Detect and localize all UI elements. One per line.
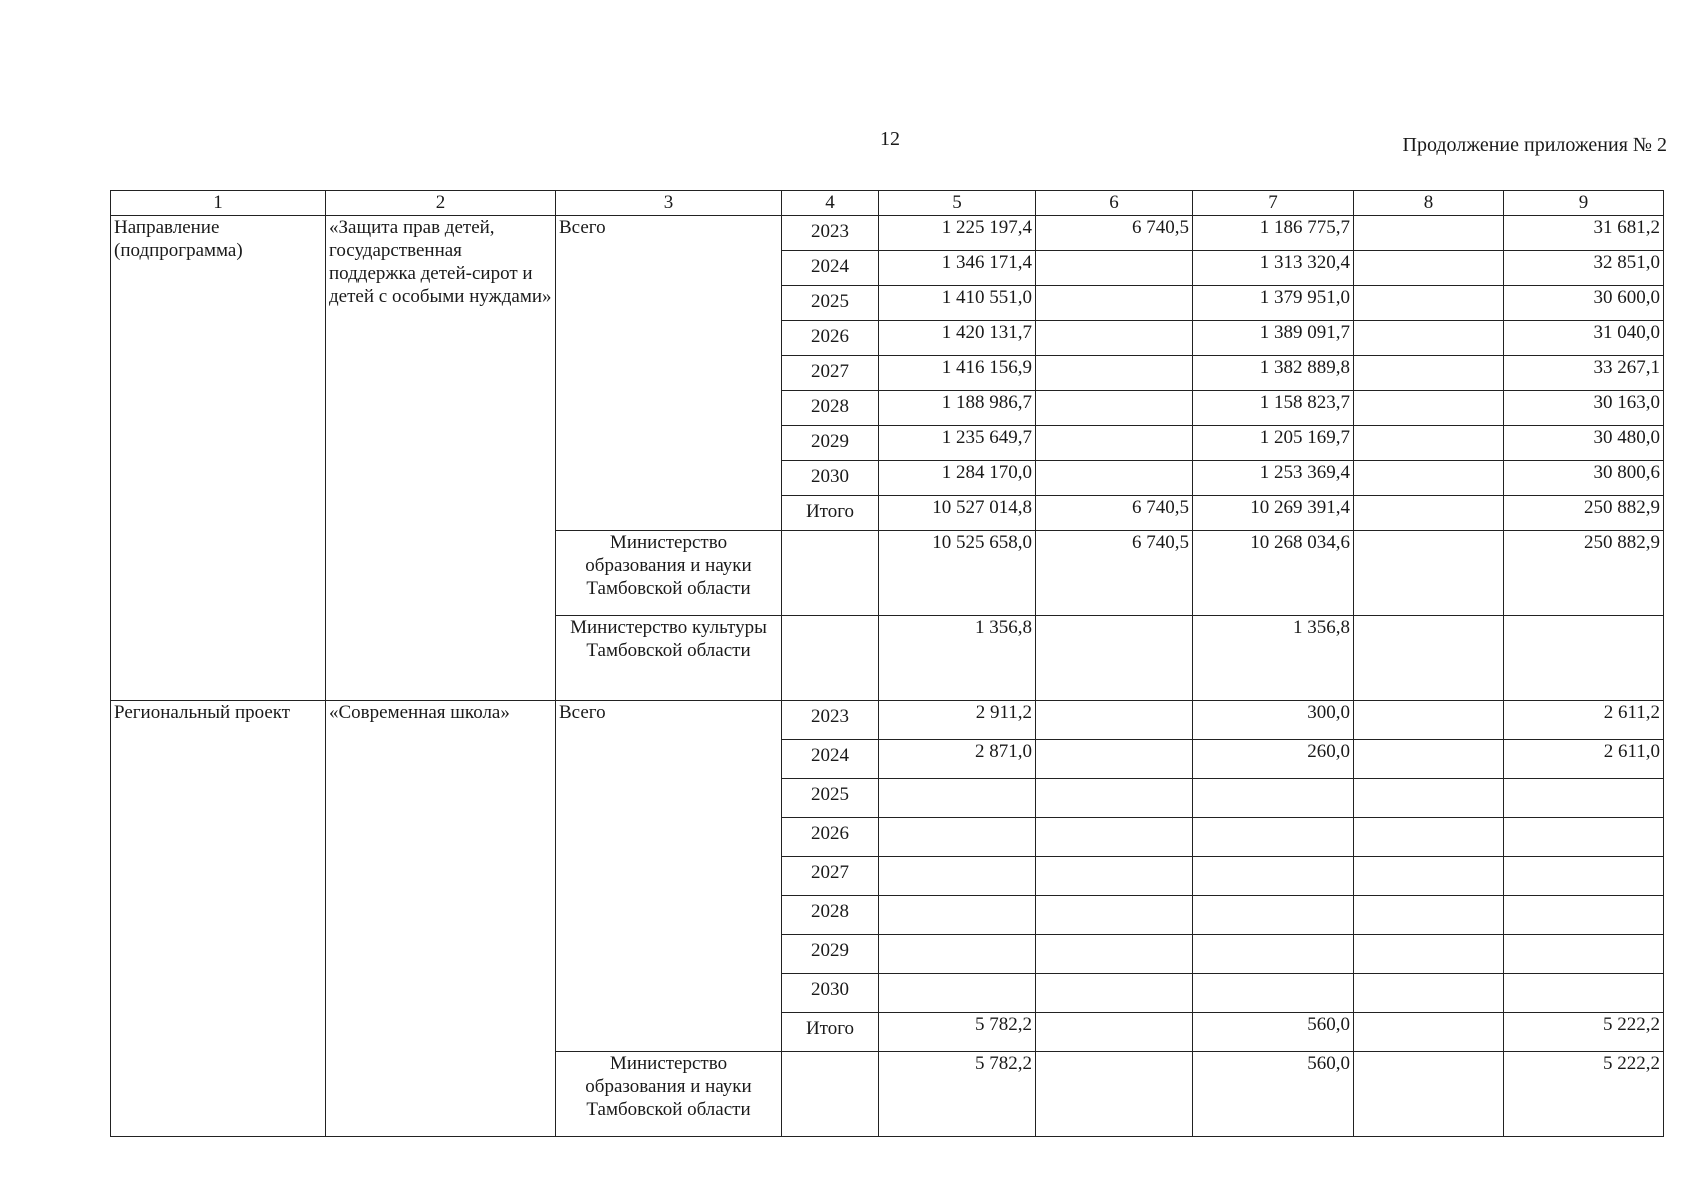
amount-cell-c8 — [1354, 251, 1504, 286]
amount-cell-c9: 31 681,2 — [1504, 216, 1664, 251]
amount-cell-c7: 1 186 775,7 — [1193, 216, 1354, 251]
amount-cell-c7 — [1193, 779, 1354, 818]
year-cell: Итого — [782, 1013, 879, 1052]
amount-cell-c7: 1 379 951,0 — [1193, 286, 1354, 321]
amount-cell-c8 — [1354, 896, 1504, 935]
amount-cell-c6 — [1036, 740, 1193, 779]
amount-cell-c5: 2 871,0 — [879, 740, 1036, 779]
amount-cell-c8 — [1354, 391, 1504, 426]
year-cell: 2029 — [782, 935, 879, 974]
amount-cell-c8 — [1354, 818, 1504, 857]
year-cell: 2024 — [782, 251, 879, 286]
budget-table — [110, 190, 1664, 1137]
amount-cell-c5: 1 346 171,4 — [879, 251, 1036, 286]
amount-cell-c7: 260,0 — [1193, 740, 1354, 779]
amount-cell-c5: 1 410 551,0 — [879, 286, 1036, 321]
organization-amount-cell-c9: 5 222,2 — [1504, 1052, 1664, 1137]
amount-cell-c5: 1 235 649,7 — [879, 426, 1036, 461]
column-number-1: 1 — [111, 191, 326, 216]
amount-cell-c8 — [1354, 356, 1504, 391]
amount-cell-c6 — [1036, 779, 1193, 818]
year-cell: 2023 — [782, 701, 879, 740]
amount-cell-c5: 1 284 170,0 — [879, 461, 1036, 496]
amount-cell-c9: 250 882,9 — [1504, 496, 1664, 531]
year-cell: 2027 — [782, 356, 879, 391]
block-type-cell: Направление (подпрограмма) — [111, 216, 326, 701]
organization-amount-cell-c7: 560,0 — [1193, 1052, 1354, 1137]
amount-cell-c8 — [1354, 321, 1504, 356]
year-cell: 2028 — [782, 391, 879, 426]
amount-cell-c6 — [1036, 461, 1193, 496]
amount-cell-c8 — [1354, 857, 1504, 896]
page-number: 12 — [880, 128, 900, 150]
amount-cell-c8 — [1354, 701, 1504, 740]
block-type-cell: Региональный проект — [111, 701, 326, 1137]
amount-cell-c9: 5 222,2 — [1504, 1013, 1664, 1052]
amount-cell-c9: 2 611,0 — [1504, 740, 1664, 779]
amount-cell-c5: 1 188 986,7 — [879, 391, 1036, 426]
column-number-3: 3 — [556, 191, 782, 216]
amount-cell-c6 — [1036, 818, 1193, 857]
amount-cell-c7: 1 253 369,4 — [1193, 461, 1354, 496]
amount-cell-c9: 30 600,0 — [1504, 286, 1664, 321]
amount-cell-c9: 30 800,6 — [1504, 461, 1664, 496]
amount-cell-c8 — [1354, 461, 1504, 496]
column-number-4: 4 — [782, 191, 879, 216]
amount-cell-c8 — [1354, 286, 1504, 321]
column-number-2: 2 — [326, 191, 556, 216]
amount-cell-c6 — [1036, 391, 1193, 426]
amount-cell-c9: 31 040,0 — [1504, 321, 1664, 356]
amount-cell-c7 — [1193, 818, 1354, 857]
organization-amount-cell-c5: 5 782,2 — [879, 1052, 1036, 1137]
column-number-5: 5 — [879, 191, 1036, 216]
amount-cell-c9: 32 851,0 — [1504, 251, 1664, 286]
amount-cell-c9 — [1504, 779, 1664, 818]
amount-cell-c8 — [1354, 935, 1504, 974]
amount-cell-c5: 1 416 156,9 — [879, 356, 1036, 391]
amount-cell-c5 — [879, 935, 1036, 974]
amount-cell-c5: 2 911,2 — [879, 701, 1036, 740]
amount-cell-c6: 6 740,5 — [1036, 496, 1193, 531]
year-cell: 2023 — [782, 216, 879, 251]
organization-amount-cell-c7: 1 356,8 — [1193, 616, 1354, 701]
organization-amount-cell-c7: 10 268 034,6 — [1193, 531, 1354, 616]
amount-cell-c5 — [879, 896, 1036, 935]
amount-cell-c7 — [1193, 857, 1354, 896]
year-cell: 2026 — [782, 321, 879, 356]
amount-cell-c5: 1 420 131,7 — [879, 321, 1036, 356]
organization-amount-cell-c9: 250 882,9 — [1504, 531, 1664, 616]
column-number-row — [111, 191, 1664, 216]
amount-cell-c9 — [1504, 818, 1664, 857]
amount-cell-c5 — [879, 974, 1036, 1013]
year-cell: 2030 — [782, 461, 879, 496]
amount-cell-c7 — [1193, 974, 1354, 1013]
amount-cell-c8 — [1354, 1013, 1504, 1052]
amount-cell-c8 — [1354, 974, 1504, 1013]
amount-cell-c8 — [1354, 496, 1504, 531]
amount-cell-c6 — [1036, 426, 1193, 461]
amount-cell-c7 — [1193, 896, 1354, 935]
amount-cell-c5 — [879, 818, 1036, 857]
block-name-cell: «Современная школа» — [326, 701, 556, 1137]
amount-cell-c5 — [879, 779, 1036, 818]
column-number-9: 9 — [1504, 191, 1664, 216]
amount-cell-c8 — [1354, 740, 1504, 779]
year-cell: 2025 — [782, 779, 879, 818]
amount-cell-c6 — [1036, 701, 1193, 740]
year-cell: 2024 — [782, 740, 879, 779]
amount-cell-c9: 33 267,1 — [1504, 356, 1664, 391]
table-body — [111, 191, 1664, 1137]
amount-cell-c9 — [1504, 935, 1664, 974]
organization-amount-cell-c9 — [1504, 616, 1664, 701]
column-number-7: 7 — [1193, 191, 1354, 216]
year-cell: 2028 — [782, 896, 879, 935]
organization-year-cell — [782, 1052, 879, 1137]
amount-cell-c5 — [879, 857, 1036, 896]
amount-cell-c8 — [1354, 216, 1504, 251]
amount-cell-c7: 1 389 091,7 — [1193, 321, 1354, 356]
organization-amount-cell-c8 — [1354, 531, 1504, 616]
amount-cell-c9 — [1504, 857, 1664, 896]
amount-cell-c5: 1 225 197,4 — [879, 216, 1036, 251]
amount-cell-c6: 6 740,5 — [1036, 216, 1193, 251]
year-row — [111, 701, 1664, 740]
amount-cell-c7: 1 313 320,4 — [1193, 251, 1354, 286]
year-row — [111, 216, 1664, 251]
organization-amount-cell-c6: 6 740,5 — [1036, 531, 1193, 616]
amount-cell-c6 — [1036, 935, 1193, 974]
amount-cell-c9 — [1504, 974, 1664, 1013]
organization-year-cell — [782, 531, 879, 616]
organization-amount-cell-c6 — [1036, 1052, 1193, 1137]
total-label-cell: Всего — [556, 701, 782, 1052]
amount-cell-c5: 5 782,2 — [879, 1013, 1036, 1052]
amount-cell-c7: 1 382 889,8 — [1193, 356, 1354, 391]
amount-cell-c6 — [1036, 857, 1193, 896]
amount-cell-c9: 30 480,0 — [1504, 426, 1664, 461]
year-cell: 2027 — [782, 857, 879, 896]
organization-name-cell: Министерство образования и науки Тамбовской области — [556, 1052, 782, 1137]
amount-cell-c5: 10 527 014,8 — [879, 496, 1036, 531]
amount-cell-c6 — [1036, 1013, 1193, 1052]
amount-cell-c8 — [1354, 779, 1504, 818]
organization-year-cell — [782, 616, 879, 701]
amount-cell-c7: 300,0 — [1193, 701, 1354, 740]
year-cell: 2025 — [782, 286, 879, 321]
amount-cell-c6 — [1036, 251, 1193, 286]
organization-amount-cell-c5: 1 356,8 — [879, 616, 1036, 701]
amount-cell-c7 — [1193, 935, 1354, 974]
amount-cell-c9: 30 163,0 — [1504, 391, 1664, 426]
organization-amount-cell-c6 — [1036, 616, 1193, 701]
amount-cell-c6 — [1036, 896, 1193, 935]
year-cell: 2029 — [782, 426, 879, 461]
amount-cell-c7: 1 205 169,7 — [1193, 426, 1354, 461]
amount-cell-c9: 2 611,2 — [1504, 701, 1664, 740]
organization-name-cell: Министерство образования и науки Тамбовской области — [556, 531, 782, 616]
column-number-8: 8 — [1354, 191, 1504, 216]
amount-cell-c6 — [1036, 321, 1193, 356]
organization-amount-cell-c8 — [1354, 1052, 1504, 1137]
amount-cell-c7: 560,0 — [1193, 1013, 1354, 1052]
organization-name-cell: Министерство культуры Тамбовской области — [556, 616, 782, 701]
amount-cell-c6 — [1036, 356, 1193, 391]
year-cell: 2026 — [782, 818, 879, 857]
appendix-continuation-label: Продолжение приложения № 2 — [1402, 134, 1667, 156]
amount-cell-c7: 10 269 391,4 — [1193, 496, 1354, 531]
amount-cell-c6 — [1036, 286, 1193, 321]
year-cell: 2030 — [782, 974, 879, 1013]
column-number-6: 6 — [1036, 191, 1193, 216]
year-cell: Итого — [782, 496, 879, 531]
organization-amount-cell-c5: 10 525 658,0 — [879, 531, 1036, 616]
total-label-cell: Всего — [556, 216, 782, 531]
amount-cell-c9 — [1504, 896, 1664, 935]
block-name-cell: «Защита прав детей, государственная поддержка детей-сирот и детей с особыми нуждами» — [326, 216, 556, 701]
organization-amount-cell-c8 — [1354, 616, 1504, 701]
amount-cell-c7: 1 158 823,7 — [1193, 391, 1354, 426]
amount-cell-c8 — [1354, 426, 1504, 461]
amount-cell-c6 — [1036, 974, 1193, 1013]
